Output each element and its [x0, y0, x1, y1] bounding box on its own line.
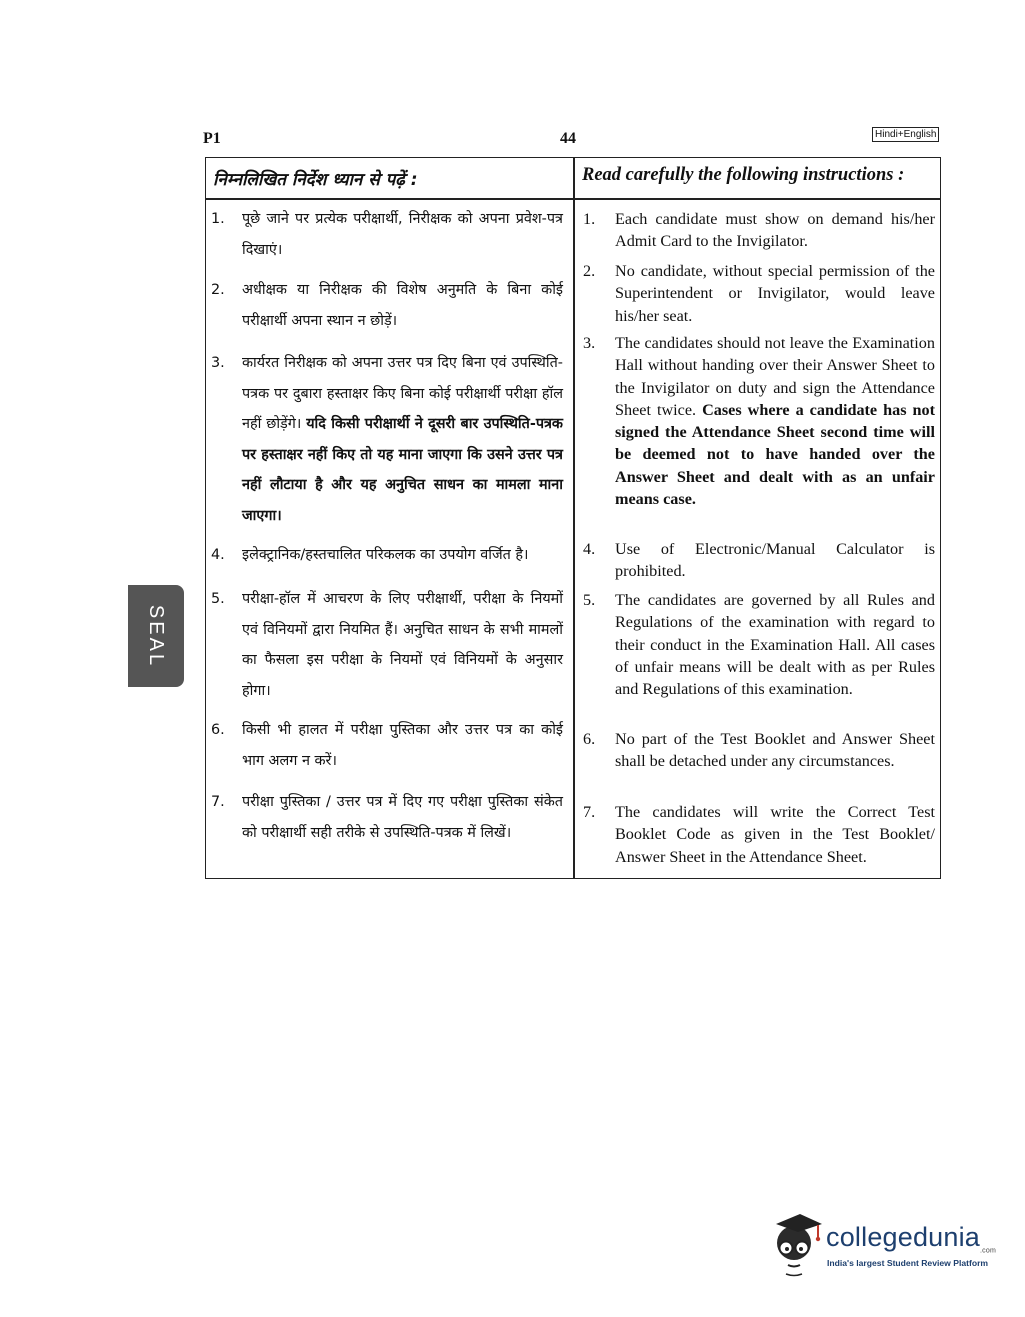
item-text: परीक्षा पुस्तिका / उत्तर पत्र में दिए गए परीक्षा पुस्तिका संकेत को परीक्षार्थी सही तरीके से उपस्थिति-पत्रक में लिखें। [242, 794, 563, 841]
item-text: The candidates should not leave the Examination Hall without handing over their Answer Sheet to the Invigilator on duty and sign the Attendance Sheet twice. [615, 334, 935, 419]
item-number: 3. [211, 355, 225, 371]
item-text: No candidate, without special permission of the Superintendent or Invigilator, would leave his/her seat. [615, 262, 935, 325]
item-text: परीक्षा-हॉल में आचरण के लिए परीक्षार्थी, परीक्षा के नियमों एवं विनियमों द्वारा नियमित हैं। अनुचित साधन के सभी मामलों का फैसला इस परीक्षा के नियमों एवं विनियमों के अनुसार होगा। [242, 591, 563, 699]
page-code: P1 [203, 130, 221, 147]
collegedunia-logo[interactable] [764, 1210, 997, 1290]
item-number: 1. [211, 211, 225, 227]
item-text: The candidates are governed by all Rules and Regulations of the examination with regard to their conduct in the Examination Hall. All cases of unfair means will be dealt with as per Rules and Regulations of this examination. [615, 591, 935, 699]
seal-label: SEAL [145, 604, 168, 668]
hindi-instruction-7 [211, 787, 563, 848]
item-text: अधीक्षक या निरीक्षक की विशेष अनुमति के बिना कोई परीक्षार्थी अपना स्थान न छोड़ें। [242, 282, 563, 329]
english-instruction-2 [583, 260, 935, 327]
page-number: 44 [560, 130, 576, 147]
item-number: 2. [583, 262, 596, 280]
item-text: कार्यरत निरीक्षक को अपना उत्तर पत्र दिए बिना एवं उपस्थिति-पत्रक पर दुबारा हस्ताक्षर किए बिना कोई परीक्षार्थी परीक्षा हॉल नहीं छोड़ेंगे। [242, 355, 563, 432]
english-instruction-6 [583, 728, 935, 773]
item-text: No part of the Test Booklet and Answer Sheet shall be detached under any circumstances. [615, 730, 935, 771]
item-number: 5. [211, 591, 225, 607]
english-instruction-7 [583, 801, 935, 868]
item-number: 1. [583, 210, 596, 228]
heading-rule [206, 198, 940, 200]
english-heading: Read carefully the following instructions : [582, 165, 905, 185]
english-instruction-1 [583, 208, 935, 253]
item-bold-text: Cases where a candidate has not signed the Attendance Sheet second time will be deemed not to have handed over the Answer Sheet and dealt with as an unfair means case. [615, 400, 935, 509]
instructions-table [205, 157, 941, 879]
item-bold-text: यदि किसी परीक्षार्थी ने दूसरी बार उपस्थिति-पत्रक पर हस्ताक्षर नहीं किए तो यह माना जाएगा कि उसने उत्तर पत्र नहीं लौटाया है और यह अनुचित साधन का मामला माना जाएगा। [242, 416, 563, 524]
hindi-instruction-2 [211, 275, 563, 336]
language-badge: Hindi+English [872, 127, 939, 142]
hindi-heading: निम्नलिखित निर्देश ध्यान से पढ़ें : [213, 170, 418, 190]
hindi-instruction-5 [211, 584, 563, 706]
brand-tagline: India's largest Student Review Platform [827, 1258, 989, 1268]
item-text: The candidates will write the Correct Test Booklet Code as given in the Test Booklet/ Answer Sheet in the Attendance Sheet. [615, 803, 935, 866]
english-instruction-5 [583, 589, 935, 700]
item-number: 4. [583, 540, 596, 558]
item-text: इलेक्ट्रानिक/हस्तचालित परिकलक का उपयोग वर्जित है। [242, 547, 529, 563]
hindi-instruction-3 [211, 348, 563, 531]
brand-name: collegedunia$_{.com}$ [826, 1222, 997, 1255]
hindi-instruction-6 [211, 715, 563, 776]
item-text: किसी भी हालत में परीक्षा पुस्तिका और उत्तर पत्र का कोई भाग अलग न करें। [242, 722, 563, 769]
hindi-instruction-4 [211, 540, 563, 571]
item-text: Use of Electronic/Manual Calculator is prohibited. [615, 540, 935, 581]
item-number: 4. [211, 547, 225, 563]
item-number: 5. [583, 591, 596, 609]
item-number: 3. [583, 334, 596, 352]
item-text: Each candidate must show on demand his/her Admit Card to the Invigilator. [615, 210, 935, 251]
seal-tab [128, 585, 184, 687]
item-number: 7. [583, 803, 596, 821]
item-number: 7. [211, 794, 225, 810]
english-instruction-3 [583, 332, 935, 510]
item-text: पूछे जाने पर प्रत्येक परीक्षार्थी, निरीक्षक को अपना प्रवेश-पत्र दिखाएं। [242, 211, 563, 258]
item-number: 6. [211, 722, 225, 738]
column-divider [573, 158, 575, 878]
item-number: 6. [583, 730, 596, 748]
item-number: 2. [211, 282, 225, 298]
english-instruction-4 [583, 538, 935, 583]
hindi-instruction-1 [211, 204, 563, 265]
student-mascot-icon [766, 1210, 824, 1280]
